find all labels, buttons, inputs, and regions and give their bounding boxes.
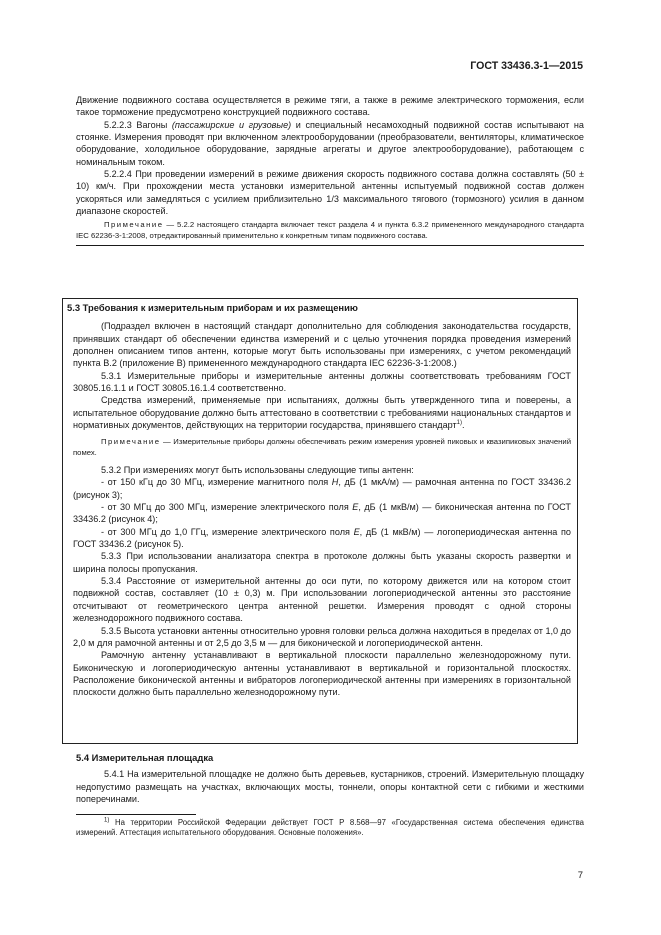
- page-number: 7: [577, 870, 583, 881]
- top-text-block: [76, 94, 584, 246]
- footnote-mark: 1): [104, 817, 110, 824]
- note-instruments: Примечание — Измерительные приборы должны обеспечивать режим измерения уровней пиковых и квазипиковых значений помех.: [73, 437, 571, 457]
- paragraph-5-4-1: 5.4.1 На измерительной площадке не должно быть деревьев, кустарников, строений. Измерительную площадку недопустимо размещать на участках, включающих мосты, тоннели, опоры контактной сети с гибкими и жесткими поперечинами.: [76, 769, 584, 805]
- list-item-loop-antenna: - от 150 кГц до 30 МГц, измерение магнитного поля H, дБ (1 мкА/м) — рамочная антенна по ГОСТ 33436.2 (рисунок 3);: [73, 477, 571, 500]
- paragraph-subsection-note: (Подраздел включен в настоящий стандарт дополнительно для соблюдения законодательства государств, принявших стандарт об обеспечении единства измерений и с целью уточнения порядка проведения измерений дополнен описанием типов антенн, которые могут быть использованы при измерениях, с учетом рекомендаций пункта В.2 (приложение В) примененного международного стандарта IEC 62236-3-1:2008.): [73, 321, 571, 369]
- paragraph-measuring-means: Средства измерений, применяемые при испытаниях, должны быть утвержденного типа и поверены, а испытательное оборудование должно быть аттестовано в соответствии с требованиями национальных стандартов и нормативных документов, действующих на территории государства, принявшего стандарт$^{1)}$.: [73, 395, 571, 431]
- paragraph-5-3-2: 5.3.2 При измерениях могут быть использованы следующие типы антенн:: [101, 465, 414, 476]
- paragraph-5-3-3: 5.3.3 При использовании анализатора спектра в протоколе должны быть указаны скорость развертки и ширина полосы пропускания.: [73, 551, 571, 574]
- paragraph-antenna-orientation: Рамочную антенну устанавливают в вертикальной плоскости параллельно железнодорожному пути. Биконическую и логопериодическую антенны устанавливают в вертикальной и горизонтальной плоскостях. Расположение биконической антенны и вибраторов логопериодической антенны при измерениях в горизонтальной плоскости должно быть параллельно железнодорожному пути.: [73, 650, 571, 698]
- standard-code-header: ГОСТ 33436.3-1—2015: [470, 60, 583, 72]
- paragraph-5-3-1: 5.3.1 Измерительные приборы и измерительные антенны должны соответствовать требованиям ГОСТ 30805.16.1.1 и ГОСТ 30805.16.1.4 соответственно.: [73, 370, 571, 394]
- paragraph-5-2-2-4: 5.2.2.4 При проведении измерений в режиме движения скорость подвижного состава должна составлять (50 ± 10) км/ч. При прохождении места установки измерительной антенны испытуемый подвижной состав должен ускоряться или замедляться с усилием приблизительно 1/3 максимального тягового (тормозного) усилия в данном диапазоне скоростей.: [76, 169, 584, 217]
- paragraph-traction: Движение подвижного состава осуществляется в режиме тяги, а также в режиме электрического торможения, если такое торможение предусмотрено конструкцией подвижного состава.: [76, 95, 584, 118]
- section-5-4: [76, 752, 584, 805]
- footnote-ref: 1): [456, 420, 463, 427]
- section-5-3-title: 5.3 Требования к измерительным приборам и их размещению: [67, 302, 358, 313]
- inserted-section-box: [62, 298, 578, 744]
- section-5-4-title: 5.4 Измерительная площадка: [76, 752, 214, 763]
- paragraph-5-3-5: 5.3.5 Высота установки антенны относительно уровня головки рельса должна находиться в пределах от 1,0 до 2,0 м для рамочной антенны и от 2,5 до 3,5 м — для биконической и логопериодической антенн.: [73, 625, 571, 648]
- section-divider: [76, 245, 584, 246]
- note-5-2-2: Примечание — 5.2.2 настоящего стандарта включает текст раздела 4 и пункта 6.3.2 примененного международного стандарта IEC 62236-3-1:2008, отредактированный применительно к конкретным типам подвижного состава.: [76, 220, 584, 240]
- paragraph-5-2-2-3: 5.2.2.3 Вагоны (пассажирские и грузовые) и специальный несамоходный подвижной состав испытывают на стоянке. Измерения проводят при включенном электрооборудовании (преобразователи, вентиляторы, климатическое оборудование, холодильное оборудование, зарядные агрегаты и другое электрооборудование), работающем с номинальным током.: [76, 119, 584, 167]
- list-item-biconical-antenna: - от 30 МГц до 300 МГц, измерение электрического поля E, дБ (1 мкВ/м) — биконическая антенна по ГОСТ 33436.2 (рисунок 4);: [73, 502, 571, 525]
- footnote: $^{1)}$ На территории Российской Федерации действует ГОСТ Р 8.568—97 «Государственная система обеспечения единства измерений. Аттестация испытательного оборудования. Основные положения».: [76, 817, 584, 838]
- paragraph-5-3-4: 5.3.4 Расстояние от измерительной антенны до оси пути, по которому движется или на котором стоит подвижной состав, составляет (10 ± 0,3) м. При использовании логопериодической антенны это расстояние отсчитывают от геометрического центра антенной решетки. Измерения проводят с одной стороны железнодорожного подвижного состава.: [73, 576, 571, 624]
- footnote-divider: [76, 814, 196, 815]
- list-item-log-periodic-antenna: - от 300 МГц до 1,0 ГГц, измерение электрического поля E, дБ (1 мкВ/м) — логопериодическая антенна по ГОСТ 33436.2 (рисунок 5).: [73, 526, 571, 550]
